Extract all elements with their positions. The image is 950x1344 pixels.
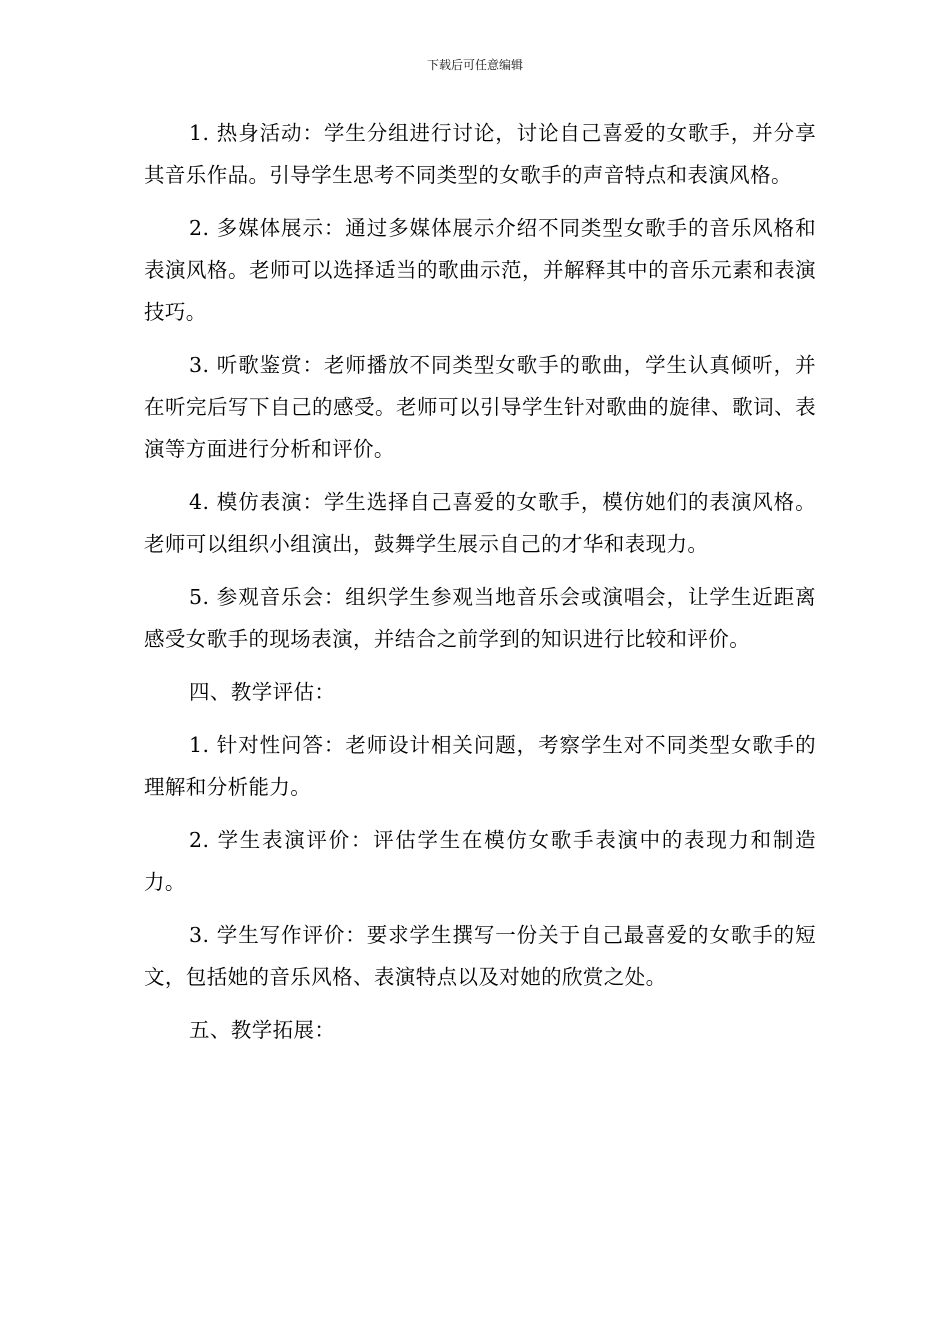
page-header: 下载后可任意编辑 [426, 58, 523, 72]
section-heading-teaching-extension: 五、教学拓展： [189, 1018, 336, 1042]
paragraph-performance-evaluation: 2. 学生表演评价：评估学生在模仿女歌手表演中的表现力和制造力。 [144, 828, 816, 894]
paragraph-multimedia-display: 2. 多媒体展示：通过多媒体展示介绍不同类型女歌手的音乐风格和表演风格。老师可以选择适当的歌曲示范，并解释其中的音乐元素和表演技巧。 [144, 216, 816, 324]
paragraph-targeted-qa: 1. 针对性问答：老师设计相关问题，考察学生对不同类型女歌手的理解和分析能力。 [144, 733, 816, 799]
paragraph-imitation-performance: 4. 模仿表演：学生选择自己喜爱的女歌手，模仿她们的表演风格。老师可以组织小组演出，鼓舞学生展示自己的才华和表现力。 [144, 490, 816, 556]
paragraph-warmup-activity: 1. 热身活动：学生分组进行讨论，讨论自己喜爱的女歌手，并分享其音乐作品。引导学生思考不同类型的女歌手的声音特点和表演风格。 [144, 121, 816, 187]
paragraph-concert-visit: 5. 参观音乐会：组织学生参观当地音乐会或演唱会，让学生近距离感受女歌手的现场表演，并结合之前学到的知识进行比较和评价。 [144, 585, 816, 651]
document-body [144, 112, 816, 1062]
paragraph-listening-appreciation: 3. 听歌鉴赏：老师播放不同类型女歌手的歌曲，学生认真倾听，并在听完后写下自己的感受。老师可以引导学生针对歌曲的旋律、歌词、表演等方面进行分析和评价。 [144, 353, 816, 461]
section-heading-teaching-evaluation: 四、教学评估： [189, 680, 336, 704]
paragraph-writing-evaluation: 3. 学生写作评价：要求学生撰写一份关于自己最喜爱的女歌手的短文，包括她的音乐风格、表演特点以及对她的欣赏之处。 [144, 923, 816, 989]
